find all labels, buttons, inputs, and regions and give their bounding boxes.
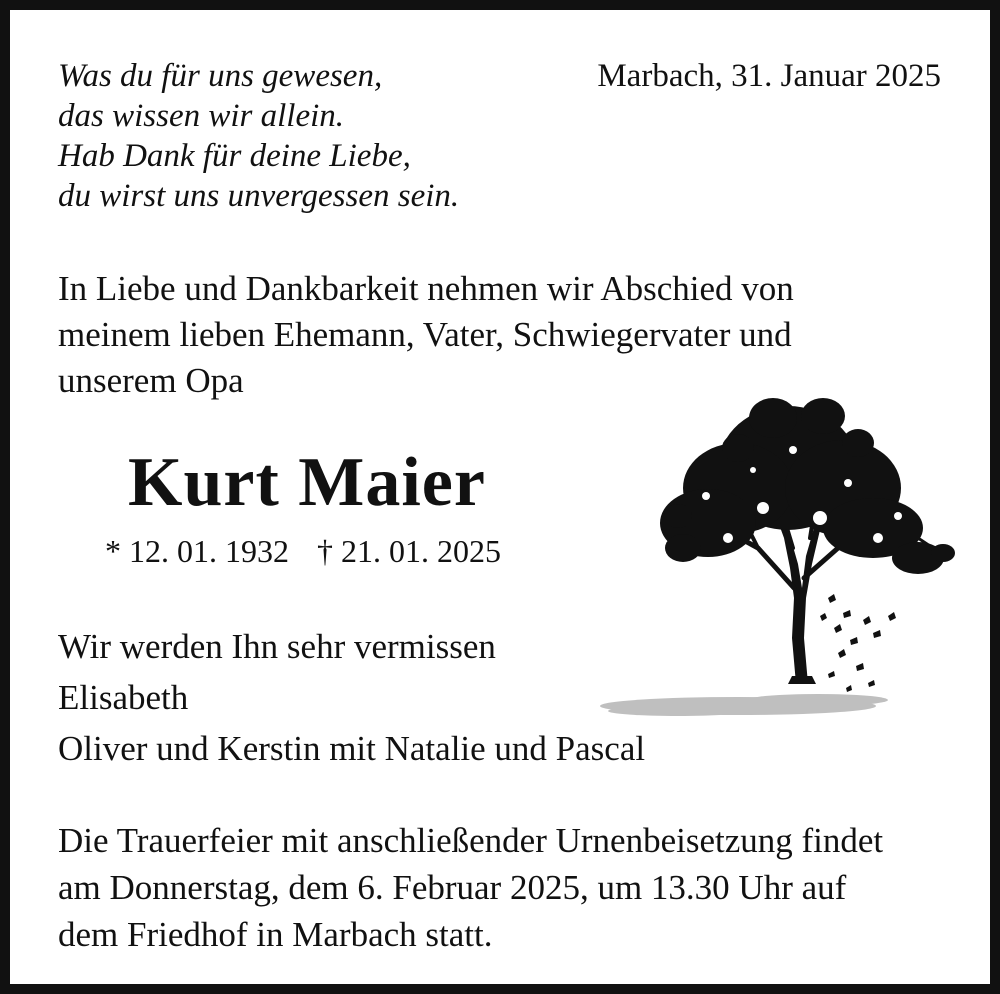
poem-line: das wissen wir allein. xyxy=(58,98,345,134)
tree-trunk xyxy=(776,514,820,684)
poem-line: du wirst uns unvergessen sein. xyxy=(58,178,460,214)
intro-line: In Liebe und Dankbarkeit nehmen wir Abschied von xyxy=(58,269,794,308)
funeral-line: am Donnerstag, dem 6. Februar 2025, um 13.30 Uhr auf xyxy=(58,868,847,907)
mourners xyxy=(58,621,645,774)
death-date: † 21. 01. 2025 xyxy=(317,533,501,569)
life-dates xyxy=(105,530,501,572)
funeral-notice xyxy=(58,817,883,958)
funeral-line: dem Friedhof in Marbach statt. xyxy=(58,915,493,954)
closing-line: Wir werden Ihn sehr vermissen xyxy=(58,627,496,666)
funeral-line: Die Trauerfeier mit anschließender Urnenbeisetzung findet xyxy=(58,821,884,860)
tree-shadow xyxy=(600,694,888,716)
deceased-name: Kurt Maier xyxy=(128,444,486,521)
intro-line: unserem Opa xyxy=(58,361,244,400)
tree-icon xyxy=(588,388,960,728)
falling-leaves xyxy=(820,594,896,692)
tree-foliage xyxy=(660,398,955,574)
place-and-date: Marbach, 31. Januar 2025 xyxy=(597,58,941,94)
farewell-intro xyxy=(58,266,794,404)
mourner-name: Oliver und Kerstin mit Natalie und Pascal xyxy=(58,729,646,768)
birth-date: * 12. 01. 1932 xyxy=(105,533,289,569)
mourner-name: Elisabeth xyxy=(58,678,189,717)
memorial-poem xyxy=(58,56,459,216)
poem-line: Was du für uns gewesen, xyxy=(58,58,383,94)
intro-line: meinem lieben Ehemann, Vater, Schwiegervater und xyxy=(58,315,792,354)
poem-line: Hab Dank für deine Liebe, xyxy=(58,138,411,174)
